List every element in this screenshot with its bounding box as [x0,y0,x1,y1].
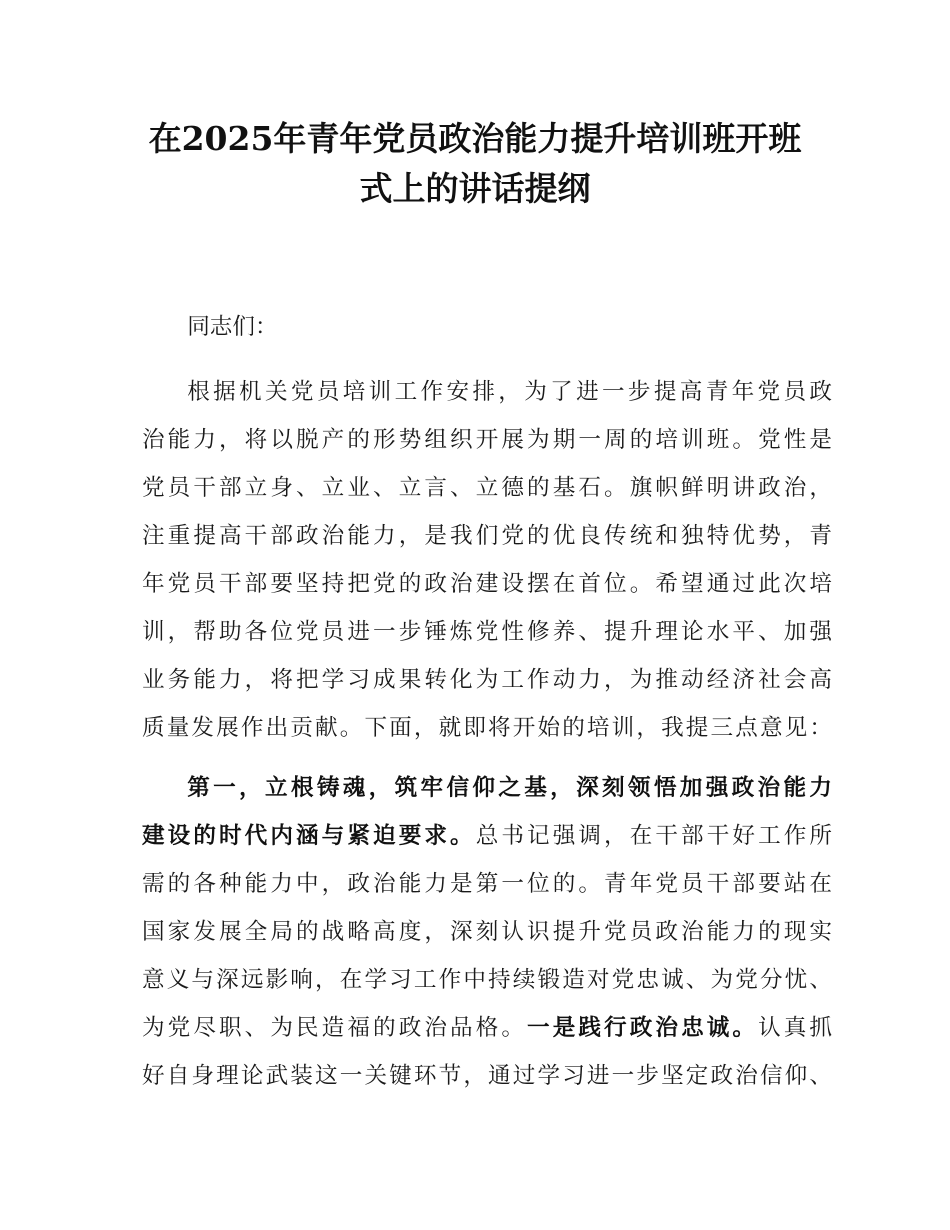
paragraph-line: 好自身理论武装这一关键环节，通过学习进一步坚定政治信仰、 [142,1063,832,1089]
paragraph-line: 年党员干部要坚持把党的政治建设摆在首位。希望通过此次培 [142,571,832,597]
paragraph-line: 治能力，将以脱产的形势组织开展为期一周的培训班。党性是 [142,427,832,453]
paragraph-line: 需的各种能力中，政治能力是第一位的。青年党员干部要站在 [142,871,832,897]
paragraph-text: 为党尽职、为民造福的政治品格。 [142,1015,528,1041]
paragraph-line: 意义与深远影响，在学习工作中持续锻造对党忠诚、为党分忧、 [142,967,832,993]
paragraph-line [142,812,832,860]
title-line-1: 在2025年青年党员政治能力提升培训班开班 [148,119,802,158]
paragraph-first-point [142,764,832,1100]
paragraph-line: 注重提高干部政治能力，是我们党的优良传统和独特优势，青 [142,523,832,549]
paragraph-line [142,764,832,812]
paragraph-text: 总书记强调，在干部干好工作所 [475,823,832,849]
document-title [120,114,830,214]
paragraph-line: 根据机关党员培训工作安排，为了进一步提高青年党员政 [187,379,832,405]
paragraph-text: 认真抓 [758,1015,833,1041]
sub-heading: 一是践行政治忠诚。 [527,1015,759,1041]
greeting: 同志们： [187,314,278,340]
paragraph-line [142,1004,832,1052]
document-body [142,303,832,1100]
paragraph-intro [142,368,832,752]
paragraph-line: 训，帮助各位党员进一步锤炼党性修养、提升理论水平、加强 [142,619,832,645]
title-line-2: 式上的讲话提纲 [359,169,591,208]
section-heading: 第一，立根铸魂，筑牢信仰之基，深刻领悟加强政治能力 [187,775,832,801]
section-heading-continued: 建设的时代内涵与紧迫要求。 [142,823,476,849]
paragraph-line: 国家发展全局的战略高度，深刻认识提升党员政治能力的现实 [142,919,832,945]
paragraph-line: 质量发展作出贡献。下面，就即将开始的培训，我提三点意见： [142,715,832,741]
paragraph-line: 业务能力，将把学习成果转化为工作动力，为推动经济社会高 [142,667,832,693]
paragraph-line: 党员干部立身、立业、立言、立德的基石。旗帜鲜明讲政治， [142,475,832,501]
